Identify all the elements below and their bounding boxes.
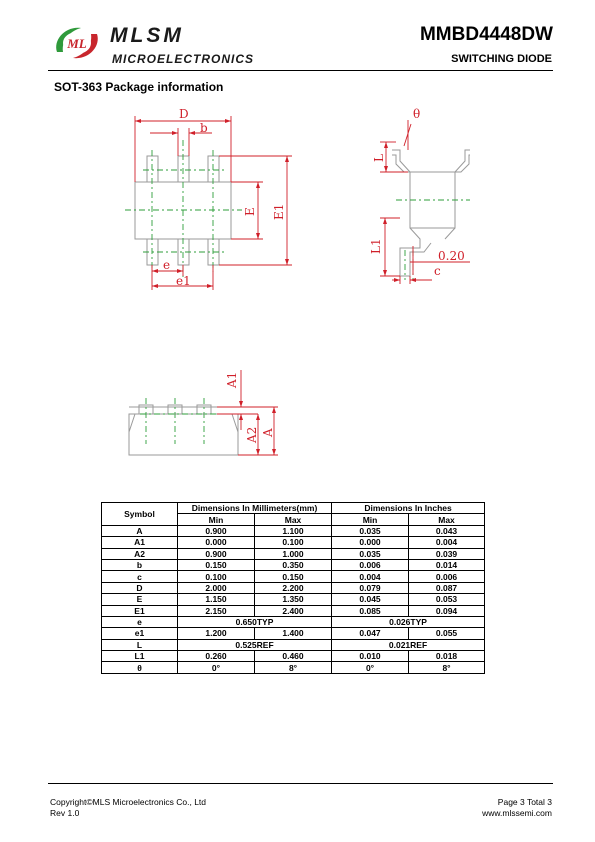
symbol-cell: L <box>102 639 178 650</box>
mm-max-cell: 1.350 <box>255 594 332 605</box>
dim-label-gauge: 0.20 <box>438 249 465 263</box>
revision-text: Rev 1.0 <box>50 808 80 818</box>
mm-max-cell: 2.200 <box>255 582 332 593</box>
table-row <box>102 616 485 627</box>
in-max-cell: 0.043 <box>409 525 485 536</box>
table-row <box>102 594 485 605</box>
in-min-header: Min <box>332 514 409 525</box>
in-max-cell: 0.053 <box>409 594 485 605</box>
in-max-cell: 0.014 <box>409 559 485 570</box>
mm-max-cell: 0.460 <box>255 651 332 662</box>
mm-max-cell: 0.150 <box>255 571 332 582</box>
copyright-text: Copyright©MLS Microelectronics Co., Ltd <box>50 797 207 807</box>
mm-min-cell: 0.000 <box>178 537 255 548</box>
part-number: MMBD4448DW <box>419 24 553 45</box>
page-indicator: Page 3 Total 3 <box>497 797 552 807</box>
dim-label-L1: L1 <box>369 238 383 254</box>
table-row <box>102 662 485 673</box>
footer-divider <box>48 783 553 784</box>
dim-label-b: b <box>200 121 208 135</box>
mm-max-cell: 8° <box>255 662 332 673</box>
table-row <box>102 548 485 559</box>
dim-label-A1: A1 <box>225 371 239 388</box>
symbol-cell: A <box>102 525 178 536</box>
in-min-cell: 0.047 <box>332 628 409 639</box>
mm-min-cell: 2.000 <box>178 582 255 593</box>
part-type: SWITCHING DIODE <box>451 53 552 65</box>
table-row <box>102 651 485 662</box>
mm-min-cell: 2.150 <box>178 605 255 616</box>
symbol-cell: e1 <box>102 628 178 639</box>
in-min-cell: 0.085 <box>332 605 409 616</box>
symbol-cell: A2 <box>102 548 178 559</box>
table-row <box>102 525 485 536</box>
mm-header: Dimensions In Millimeters(mm) <box>178 503 332 514</box>
table-row <box>102 571 485 582</box>
in-typ-cell: 0.026TYP <box>332 616 485 627</box>
mm-min-cell: 1.200 <box>178 628 255 639</box>
in-max-cell: 8° <box>409 662 485 673</box>
mm-typ-cell: 0.525REF <box>178 639 332 650</box>
mm-max-cell: 1.000 <box>255 548 332 559</box>
symbol-cell: b <box>102 559 178 570</box>
in-max-cell: 0.006 <box>409 571 485 582</box>
table-row <box>102 537 485 548</box>
in-min-cell: 0.000 <box>332 537 409 548</box>
mm-min-header: Min <box>178 514 255 525</box>
in-min-cell: 0.035 <box>332 525 409 536</box>
in-min-cell: 0° <box>332 662 409 673</box>
table-row <box>102 628 485 639</box>
inch-header: Dimensions In Inches <box>332 503 485 514</box>
mm-max-cell: 0.100 <box>255 537 332 548</box>
symbol-cell: θ <box>102 662 178 673</box>
mm-min-cell: 0.900 <box>178 548 255 559</box>
mm-max-cell: 2.400 <box>255 605 332 616</box>
website-link[interactable]: www.mlssemi.com <box>482 808 552 818</box>
in-max-cell: 0.087 <box>409 582 485 593</box>
in-max-header: Max <box>409 514 485 525</box>
logo-letters: ML <box>67 36 87 51</box>
in-max-cell: 0.039 <box>409 548 485 559</box>
in-min-cell: 0.004 <box>332 571 409 582</box>
brand-subtitle: MICROELECTRONICS <box>112 52 254 66</box>
dim-label-e1: e1 <box>176 274 191 288</box>
in-min-cell: 0.079 <box>332 582 409 593</box>
in-max-cell: 0.018 <box>409 651 485 662</box>
table-row <box>102 639 485 650</box>
in-min-cell: 0.006 <box>332 559 409 570</box>
mm-min-cell: 0.100 <box>178 571 255 582</box>
in-min-cell: 0.010 <box>332 651 409 662</box>
table-row <box>102 559 485 570</box>
mm-min-cell: 0° <box>178 662 255 673</box>
symbol-cell: E <box>102 594 178 605</box>
dim-label-L: L <box>372 154 386 162</box>
symbol-cell: A1 <box>102 537 178 548</box>
dim-label-c: c <box>434 264 441 278</box>
mm-min-cell: 0.260 <box>178 651 255 662</box>
dim-label-D: D <box>179 107 189 121</box>
dim-label-A: A <box>261 428 275 437</box>
in-max-cell: 0.004 <box>409 537 485 548</box>
dim-label-E1: E1 <box>272 203 286 220</box>
symbol-cell: D <box>102 582 178 593</box>
mm-min-cell: 0.150 <box>178 559 255 570</box>
dim-label-E: E <box>243 207 257 216</box>
dimensions-table <box>101 502 485 674</box>
symbol-cell: E1 <box>102 605 178 616</box>
symbol-header: Symbol <box>102 503 178 526</box>
mm-max-header: Max <box>255 514 332 525</box>
section-title: SOT-363 Package information <box>54 80 224 94</box>
mm-typ-cell: 0.650TYP <box>178 616 332 627</box>
mm-max-cell: 1.400 <box>255 628 332 639</box>
table-row <box>102 605 485 616</box>
dim-label-e: e <box>163 258 171 272</box>
symbol-cell: c <box>102 571 178 582</box>
in-typ-cell: 0.021REF <box>332 639 485 650</box>
mm-max-cell: 1.100 <box>255 525 332 536</box>
in-max-cell: 0.055 <box>409 628 485 639</box>
mm-min-cell: 1.150 <box>178 594 255 605</box>
in-min-cell: 0.035 <box>332 548 409 559</box>
brand-name: MLSM <box>110 24 184 47</box>
mm-max-cell: 0.350 <box>255 559 332 570</box>
symbol-cell: e <box>102 616 178 627</box>
dim-label-theta: θ <box>413 107 421 121</box>
dim-label-A2: A2 <box>245 426 259 443</box>
symbol-cell: L1 <box>102 651 178 662</box>
in-min-cell: 0.045 <box>332 594 409 605</box>
table-header-row <box>102 503 485 514</box>
table-row <box>102 582 485 593</box>
in-max-cell: 0.094 <box>409 605 485 616</box>
mm-min-cell: 0.900 <box>178 525 255 536</box>
